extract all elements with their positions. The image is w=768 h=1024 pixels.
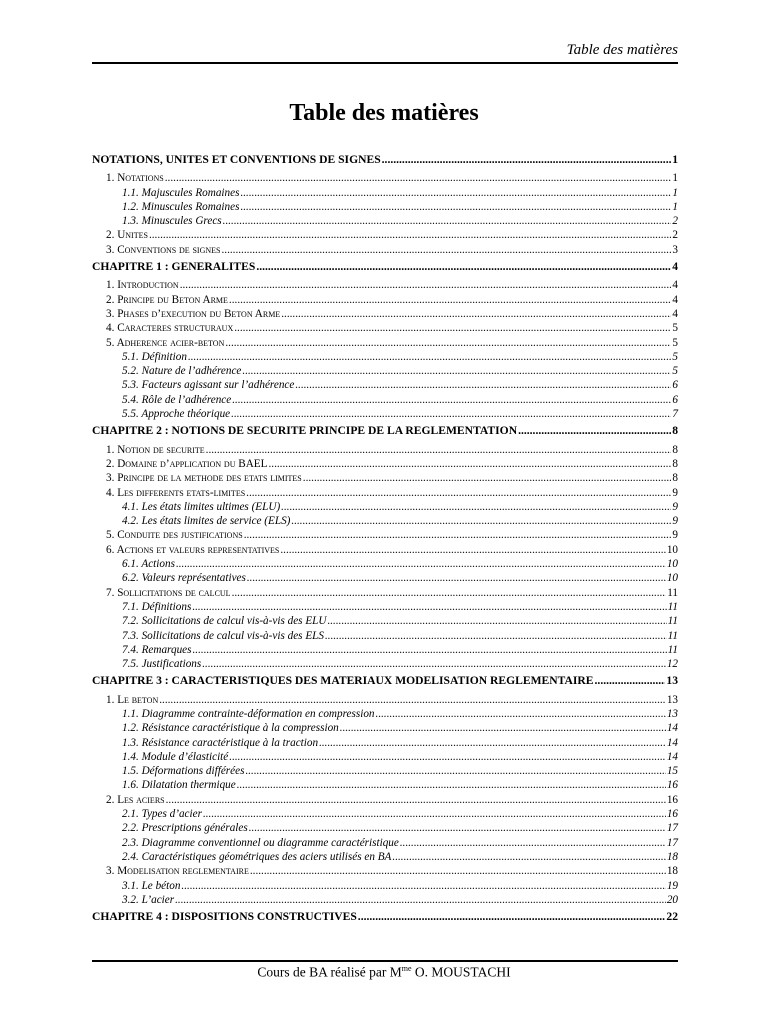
- toc-section-entry[interactable]: [92, 171, 678, 185]
- toc-entry-title: 1.3. Minuscules Grecs: [122, 215, 222, 228]
- toc-leader-dots: [358, 910, 666, 924]
- toc-leader-dots: [376, 707, 666, 721]
- toc-entry-title: NOTATIONS, UNITES ET CONVENTIONS DE SIGNES: [92, 153, 381, 166]
- toc-section-entry[interactable]: [92, 243, 678, 257]
- toc-entry-title: 2.3. Diagramme conventionnel ou diagramme caractéristique: [122, 836, 399, 849]
- toc-leader-dots: [595, 674, 666, 688]
- toc-page-number: 5: [672, 365, 678, 378]
- toc-section-entry[interactable]: [92, 586, 678, 600]
- toc-entry-title: 2. Les aciers: [106, 793, 165, 806]
- toc-leader-dots: [327, 614, 666, 628]
- toc-entry-title: 5. Conduite des justifications: [106, 529, 243, 542]
- footer-prefix: Cours de BA réalisé par M: [257, 964, 402, 980]
- toc-page-number: 22: [666, 910, 678, 924]
- toc-subsection-entry[interactable]: [92, 364, 678, 378]
- toc-leader-dots: [244, 528, 672, 542]
- toc-leader-dots: [206, 443, 672, 457]
- toc-section-entry[interactable]: [92, 793, 678, 807]
- toc-entry-title: 1.6. Dilatation thermique: [122, 779, 236, 792]
- toc-page-number: 10: [666, 572, 678, 585]
- toc-subsection-entry[interactable]: [92, 807, 678, 821]
- toc-section-entry[interactable]: [92, 528, 678, 542]
- toc-section-entry[interactable]: [92, 457, 678, 471]
- toc-page-number: 16: [666, 808, 678, 821]
- header-rule: [92, 62, 678, 64]
- toc-page-number: 10: [666, 543, 678, 556]
- toc-section-entry[interactable]: [92, 307, 678, 321]
- toc-leader-dots: [166, 793, 666, 807]
- toc-subsection-entry[interactable]: [92, 736, 678, 750]
- page-title: Table des matières: [289, 100, 479, 126]
- toc-section-entry[interactable]: [92, 443, 678, 457]
- toc-subsection-entry[interactable]: [92, 514, 678, 528]
- running-header-title: Table des matières: [566, 42, 678, 58]
- toc-entry-title: 5. Adherence acier-beton: [106, 336, 225, 349]
- toc-page-number: 2: [672, 229, 678, 242]
- toc-entry-title: 2.2. Prescriptions générales: [122, 822, 248, 835]
- toc-page-number: 16: [666, 779, 678, 792]
- toc-leader-dots: [234, 321, 671, 335]
- toc-leader-dots: [268, 457, 671, 471]
- toc-entry-title: 1.4. Module d’élasticité: [122, 750, 229, 763]
- toc-subsection-entry[interactable]: [92, 893, 678, 907]
- toc-page-number: 1: [672, 200, 678, 213]
- toc-leader-dots: [188, 350, 671, 364]
- toc-section-entry[interactable]: [92, 864, 678, 878]
- toc-subsection-entry[interactable]: [92, 750, 678, 764]
- toc-leader-dots: [303, 471, 672, 485]
- toc-page-number: 18: [666, 850, 678, 863]
- toc-entry-title: 1. Notations: [106, 172, 164, 185]
- toc-entry-title: 1. Le beton: [106, 693, 159, 706]
- toc-subsection-entry[interactable]: [92, 378, 678, 392]
- toc-page-number: 5: [672, 322, 678, 335]
- toc-page-number: 6: [672, 379, 678, 392]
- toc-leader-dots: [281, 307, 671, 321]
- toc-entry-title: 1.2. Résistance caractéristique à la compression: [122, 722, 339, 735]
- toc-page-number: 9: [672, 500, 678, 513]
- toc-leader-dots: [175, 893, 666, 907]
- toc-entry-title: 4.2. Les états limites de service (ELS): [122, 515, 291, 528]
- toc-leader-dots: [246, 486, 671, 500]
- toc-page-number: 9: [672, 486, 678, 499]
- toc-leader-dots: [231, 407, 671, 421]
- toc-page-number: 13: [666, 693, 678, 706]
- toc-leader-dots: [225, 336, 671, 350]
- toc-entry-title: 1.1. Majuscules Romaines: [122, 186, 240, 199]
- toc-leader-dots: [291, 514, 671, 528]
- toc-entry-title: 6.1. Actions: [122, 558, 175, 571]
- toc-subsection-entry[interactable]: [92, 186, 678, 200]
- toc-entry-title: 5.1. Définition: [122, 350, 187, 363]
- toc-leader-dots: [325, 629, 667, 643]
- toc-entry-title: 3. Phases d’execution du Beton Arme: [106, 307, 281, 320]
- toc-subsection-entry[interactable]: [92, 557, 678, 571]
- toc-leader-dots: [247, 571, 666, 585]
- table-of-contents: [92, 150, 678, 928]
- toc-leader-dots: [192, 600, 666, 614]
- toc-leader-dots: [221, 243, 671, 257]
- toc-entry-title: 2.4. Caractéristiques géométriques des aciers utilisés en BA: [122, 850, 392, 863]
- toc-entry-title: CHAPITRE 3 : CARACTERISTIQUES DES MATERIAUX MODELISATION REGLEMENTAIRE: [92, 674, 594, 688]
- toc-entry-title: 2.1. Types d’acier: [122, 808, 202, 821]
- toc-entry-title: 4.1. Les états limites ultimes (ELU): [122, 500, 281, 513]
- toc-leader-dots: [180, 278, 672, 292]
- toc-page-number: 4: [672, 307, 678, 320]
- toc-entry-title: 7. Sollicitations de calcul: [106, 586, 231, 599]
- toc-subsection-entry[interactable]: [92, 200, 678, 214]
- toc-page-number: 13: [666, 674, 678, 688]
- footer-superscript: me: [401, 964, 412, 973]
- toc-entry-title: 4. Les differents etats-limites: [106, 486, 246, 499]
- toc-leader-dots: [250, 864, 666, 878]
- toc-subsection-entry[interactable]: [92, 764, 678, 778]
- toc-leader-dots: [232, 586, 667, 600]
- toc-leader-dots: [159, 693, 666, 707]
- toc-entry-title: 1. Introduction: [106, 279, 179, 292]
- toc-page-number: 8: [672, 457, 678, 470]
- toc-leader-dots: [181, 879, 665, 893]
- toc-entry-title: 3.2. L’acier: [122, 893, 175, 906]
- toc-entry-title: 6.2. Valeurs représentatives: [122, 572, 246, 585]
- toc-entry-title: 3. Modelisation reglementaire: [106, 865, 249, 878]
- toc-entry-title: 4. Caracteres structuraux: [106, 322, 234, 335]
- toc-entry-title: 1. Notion de securite: [106, 443, 205, 456]
- toc-subsection-entry[interactable]: [92, 500, 678, 514]
- toc-subsection-entry[interactable]: [92, 657, 678, 671]
- toc-page-number: 8: [672, 443, 678, 456]
- toc-section-entry[interactable]: [92, 336, 678, 350]
- toc-leader-dots: [202, 657, 666, 671]
- toc-entry-title: 5.4. Rôle de l’adhérence: [122, 393, 232, 406]
- toc-entry-title: 7.5. Justifications: [122, 658, 202, 671]
- toc-subsection-entry[interactable]: [92, 836, 678, 850]
- toc-chapter-entry[interactable]: [92, 910, 678, 924]
- toc-leader-dots: [256, 260, 671, 274]
- toc-entry-title: 7.1. Définitions: [122, 600, 192, 613]
- toc-chapter-entry[interactable]: [92, 153, 678, 167]
- toc-page-number: 11: [667, 629, 678, 642]
- toc-leader-dots: [245, 764, 665, 778]
- toc-subsection-entry[interactable]: [92, 407, 678, 421]
- toc-entry-title: 1.3. Résistance caractéristique à la traction: [122, 736, 319, 749]
- toc-chapter-entry[interactable]: [92, 260, 678, 274]
- toc-leader-dots: [229, 293, 671, 307]
- toc-leader-dots: [232, 393, 671, 407]
- toc-page-number: 13: [666, 707, 678, 720]
- toc-subsection-entry[interactable]: [92, 214, 678, 228]
- toc-page-number: 5: [672, 336, 678, 349]
- toc-leader-dots: [319, 736, 666, 750]
- toc-page-number: 11: [667, 586, 678, 599]
- toc-entry-title: 5.2. Nature de l’adhérence: [122, 365, 242, 378]
- footer-author: O. MOUSTACHI: [411, 964, 511, 980]
- toc-page-number: 2: [672, 215, 678, 228]
- toc-leader-dots: [240, 200, 671, 214]
- toc-section-entry[interactable]: [92, 471, 678, 485]
- page-footer: [0, 964, 768, 981]
- toc-entry-title: 2. Principe du Beton Arme: [106, 293, 228, 306]
- toc-page-number: 8: [672, 472, 678, 485]
- toc-section-entry[interactable]: [92, 278, 678, 292]
- toc-leader-dots: [382, 153, 672, 167]
- toc-page-number: 3: [672, 243, 678, 256]
- toc-page-number: 7: [672, 408, 678, 421]
- toc-subsection-entry[interactable]: [92, 707, 678, 721]
- toc-page-number: 10: [666, 558, 678, 571]
- toc-section-entry[interactable]: [92, 693, 678, 707]
- toc-page-number: 4: [672, 279, 678, 292]
- toc-leader-dots: [229, 750, 666, 764]
- toc-section-entry[interactable]: [92, 293, 678, 307]
- toc-entry-title: CHAPITRE 2 : NOTIONS DE SECURITE PRINCIPE DE LA REGLEMENTATION: [92, 424, 518, 438]
- toc-entry-title: 1.2. Minuscules Romaines: [122, 200, 240, 213]
- toc-page-number: 20: [666, 893, 678, 906]
- toc-subsection-entry[interactable]: [92, 600, 678, 614]
- toc-leader-dots: [149, 228, 671, 242]
- toc-page-number: 11: [667, 643, 678, 656]
- toc-subsection-entry[interactable]: [92, 879, 678, 893]
- toc-entry-title: 2. Unites: [106, 229, 148, 242]
- toc-page-number: 12: [666, 658, 678, 671]
- toc-chapter-entry[interactable]: [92, 674, 678, 688]
- toc-subsection-entry[interactable]: [92, 629, 678, 643]
- toc-page-number: 19: [666, 879, 678, 892]
- toc-page-number: 4: [672, 260, 678, 274]
- toc-entry-title: 3. Principe de la methode des etats limites: [106, 472, 302, 485]
- toc-leader-dots: [340, 721, 666, 735]
- toc-entry-title: 7.3. Sollicitations de calcul vis-à-vis des ELS: [122, 629, 324, 642]
- toc-leader-dots: [165, 171, 672, 185]
- toc-subsection-entry[interactable]: [92, 721, 678, 735]
- toc-page-number: 5: [672, 350, 678, 363]
- toc-leader-dots: [280, 543, 665, 557]
- toc-leader-dots: [193, 643, 667, 657]
- toc-page-number: 11: [667, 615, 678, 628]
- toc-section-entry[interactable]: [92, 321, 678, 335]
- toc-section-entry[interactable]: [92, 486, 678, 500]
- toc-subsection-entry[interactable]: [92, 614, 678, 628]
- toc-page-number: 17: [666, 822, 678, 835]
- toc-page-number: 14: [666, 750, 678, 763]
- toc-entry-title: CHAPITRE 4 : DISPOSITIONS CONSTRUCTIVES: [92, 910, 357, 924]
- toc-entry-title: 5.3. Facteurs agissant sur l’adhérence: [122, 379, 295, 392]
- toc-page-number: 8: [672, 424, 678, 438]
- toc-page-number: 16: [666, 793, 678, 806]
- toc-page-number: 1: [672, 153, 678, 166]
- toc-leader-dots: [242, 364, 671, 378]
- toc-page-number: 1: [672, 172, 678, 185]
- toc-page-number: 9: [672, 515, 678, 528]
- toc-page-number: 11: [667, 600, 678, 613]
- toc-entry-title: 6. Actions et valeurs representatives: [106, 543, 280, 556]
- toc-page-number: 14: [666, 736, 678, 749]
- toc-entry-title: 7.2. Sollicitations de calcul vis-à-vis des ELU: [122, 615, 327, 628]
- toc-chapter-entry[interactable]: [92, 424, 678, 438]
- toc-entry-title: 5.5. Approche théorique: [122, 408, 231, 421]
- toc-leader-dots: [176, 557, 666, 571]
- toc-leader-dots: [281, 500, 671, 514]
- toc-page-number: 14: [666, 722, 678, 735]
- toc-leader-dots: [295, 378, 671, 392]
- toc-page-number: 18: [666, 865, 678, 878]
- toc-subsection-entry[interactable]: [92, 350, 678, 364]
- toc-leader-dots: [249, 821, 666, 835]
- toc-section-entry[interactable]: [92, 228, 678, 242]
- toc-entry-title: 1.5. Déformations différées: [122, 765, 245, 778]
- toc-leader-dots: [223, 214, 672, 228]
- toc-leader-dots: [392, 850, 665, 864]
- toc-entry-title: 7.4. Remarques: [122, 643, 192, 656]
- toc-subsection-entry[interactable]: [92, 778, 678, 792]
- toc-subsection-entry[interactable]: [92, 643, 678, 657]
- toc-page-number: 15: [666, 765, 678, 778]
- toc-leader-dots: [400, 836, 666, 850]
- toc-leader-dots: [237, 778, 666, 792]
- toc-subsection-entry[interactable]: [92, 821, 678, 835]
- toc-page-number: 6: [672, 393, 678, 406]
- toc-page-number: 17: [666, 836, 678, 849]
- toc-subsection-entry[interactable]: [92, 850, 678, 864]
- toc-entry-title: 2. Domaine d’application du BAEL: [106, 457, 268, 470]
- toc-leader-dots: [240, 186, 671, 200]
- toc-entry-title: 1.1. Diagramme contrainte-déformation en compression: [122, 707, 375, 720]
- toc-section-entry[interactable]: [92, 543, 678, 557]
- toc-entry-title: CHAPITRE 1 : GENERALITES: [92, 260, 256, 274]
- toc-entry-title: 3. Conventions de signes: [106, 243, 221, 256]
- toc-subsection-entry[interactable]: [92, 393, 678, 407]
- toc-page-number: 4: [672, 293, 678, 306]
- toc-leader-dots: [203, 807, 666, 821]
- toc-page-number: 9: [672, 529, 678, 542]
- toc-subsection-entry[interactable]: [92, 571, 678, 585]
- footer-rule: [92, 960, 678, 962]
- toc-page-number: 1: [672, 186, 678, 199]
- toc-leader-dots: [518, 424, 671, 438]
- toc-entry-title: 3.1. Le béton: [122, 879, 181, 892]
